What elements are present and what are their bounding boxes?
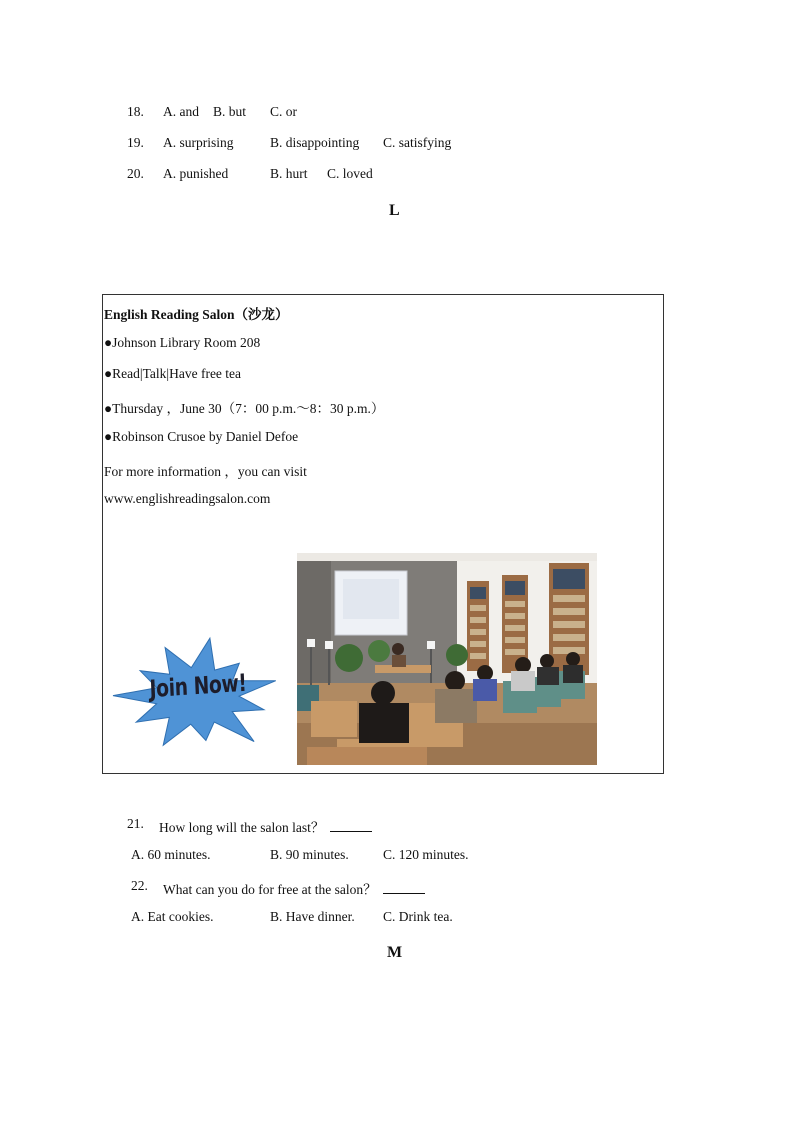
option-a: A. Eat cookies.	[131, 909, 214, 924]
salon-photo	[297, 553, 597, 765]
option-c: C. loved	[327, 166, 373, 181]
option-b: B. Have dinner.	[270, 909, 355, 924]
join-now-badge	[109, 635, 285, 757]
question-stem: What can you do for free at the salon？	[163, 878, 425, 898]
section-heading-m: M	[387, 944, 403, 961]
question-stem: How long will the salon last？	[159, 816, 372, 836]
question-number: 20.	[127, 166, 144, 181]
option-b: B. hurt	[270, 166, 308, 181]
option-c: C. or	[270, 104, 297, 119]
option-b: B. but	[213, 104, 247, 119]
option-a: A. 60 minutes.	[131, 847, 211, 862]
ad-date-time: ●Thursday ，June 30（7：00 p.m.～8：30 p.m.）	[104, 401, 385, 416]
answer-blank	[383, 882, 425, 894]
ad-activities: ●Read|Talk|Have free tea	[104, 366, 242, 381]
ad-title: English Reading Salon（沙龙）	[104, 307, 289, 322]
option-c: C. 120 minutes.	[383, 847, 469, 862]
question-number: 18.	[127, 104, 144, 119]
question-number: 21.	[127, 816, 144, 831]
section-heading-l: L	[389, 202, 400, 219]
ad-location: ●Johnson Library Room 208	[104, 335, 261, 350]
answer-blank	[330, 820, 372, 832]
salon-advertisement	[102, 294, 664, 774]
option-b: B. 90 minutes.	[270, 847, 349, 862]
option-c: C. Drink tea.	[383, 909, 453, 924]
ad-info-text: For more information ，you can visit	[104, 464, 307, 479]
ad-book: ●Robinson Crusoe by Daniel Defoe	[104, 429, 299, 444]
join-now-label: Join Now!	[149, 668, 247, 704]
question-number: 19.	[127, 135, 144, 150]
option-a: A. surprising	[163, 135, 234, 150]
option-b: B. disappointing	[270, 135, 360, 150]
ad-website: www.englishreadingsalon.com	[104, 491, 271, 506]
option-a: A. punished	[163, 166, 229, 181]
option-a: A. and	[163, 104, 199, 119]
question-number: 22.	[131, 878, 148, 893]
option-c: C. satisfying	[383, 135, 452, 150]
